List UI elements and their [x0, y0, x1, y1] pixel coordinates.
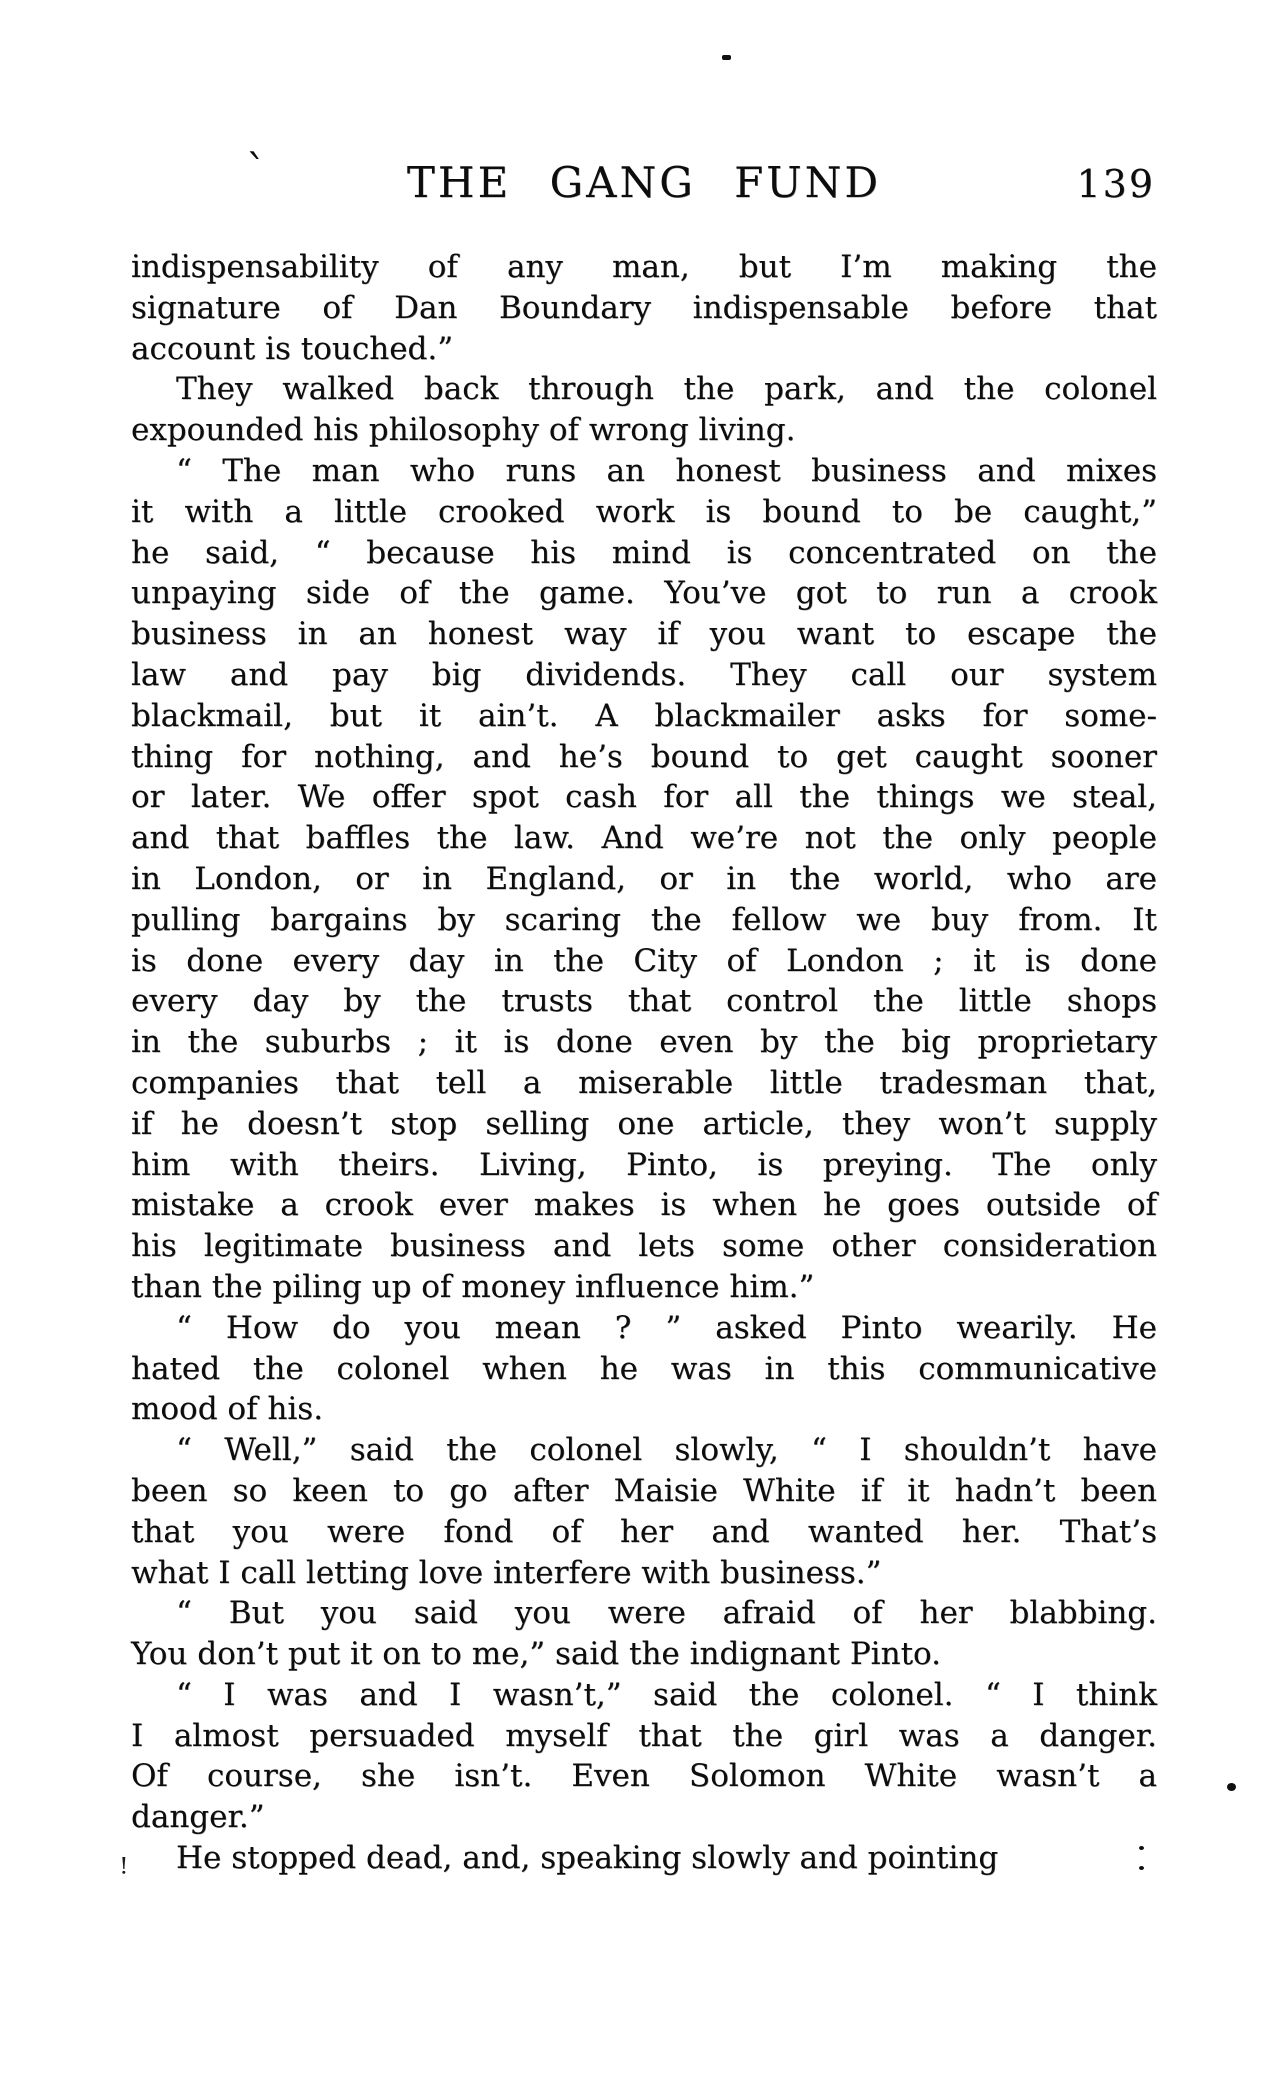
paragraph — [131, 451, 1157, 1308]
text-line: They walked back through the park, and the colonel — [176, 371, 1157, 408]
ink-exclamation-mark: ! — [119, 1852, 129, 1880]
text-line: I almost persuaded myself that the girl was a danger. — [131, 1717, 1157, 1754]
text-line: pulling bargains by scaring the fellow we buy from. It — [131, 901, 1157, 938]
text-line: or later. We offer spot cash for all the things we steal, — [131, 779, 1157, 816]
text-line: companies that tell a miserable little tradesman that, — [131, 1064, 1157, 1101]
paragraph — [131, 1675, 1157, 1838]
text-line: in the suburbs ; it is done even by the big proprietary — [131, 1024, 1157, 1061]
text-line: law and pay big dividends. They call our system — [131, 656, 1157, 693]
text-line: expounded his philosophy of wrong living. — [131, 412, 796, 449]
text-line: mood of his. — [131, 1391, 324, 1428]
paragraph — [131, 1838, 1157, 1879]
text-line: than the piling up of money influence him.” — [131, 1268, 815, 1305]
text-line: “ But you said you were afraid of her blabbing. — [176, 1595, 1157, 1632]
text-line: indispensability of any man, but I’m making the — [131, 249, 1157, 285]
body-text — [131, 247, 1157, 1879]
text-line: unpaying side of the game. You’ve got to run a crook — [131, 575, 1157, 612]
paragraph — [131, 247, 1157, 369]
ink-speck — [1227, 1783, 1236, 1791]
text-line: “ I was and I wasn’t,” said the colonel. “ I think — [176, 1676, 1157, 1713]
text-line: mistake a crook ever makes is when he goes outside of — [131, 1187, 1157, 1224]
text-line: what I call letting love interfere with business.” — [131, 1554, 882, 1591]
page-number: 139 — [1076, 162, 1155, 206]
text-line: is done every day in the City of London ; it is done — [131, 942, 1157, 979]
paragraph — [131, 369, 1157, 451]
text-line: he said, “ because his mind is concentrated on the — [131, 534, 1157, 571]
text-line: account is touched.” — [131, 330, 454, 367]
text-line: blackmail, but it ain’t. A blackmailer asks for some- — [131, 697, 1157, 734]
text-line: if he doesn’t stop selling one article, they won’t supply — [131, 1105, 1157, 1142]
text-line: Of course, she isn’t. Even Solomon White wasn’t a — [131, 1758, 1157, 1795]
text-line: hated the colonel when he was in this communicative — [131, 1350, 1157, 1387]
paragraph — [131, 1308, 1157, 1430]
text-line: danger.” — [131, 1799, 265, 1836]
text-line: in London, or in England, or in the world, who are — [131, 860, 1157, 897]
ink-speck — [722, 55, 731, 60]
ink-speck — [1139, 1866, 1144, 1870]
text-line: “ How do you mean ? ” asked Pinto wearily. He — [176, 1309, 1157, 1346]
text-line: his legitimate business and lets some other consideration — [131, 1228, 1157, 1265]
text-line: him with theirs. Living, Pinto, is preying. The only — [131, 1146, 1157, 1183]
text-line: “ Well,” said the colonel slowly, “ I shouldn’t have — [176, 1432, 1157, 1469]
text-line: thing for nothing, and he’s bound to get caught sooner — [131, 738, 1157, 775]
text-line: signature of Dan Boundary indispensable before that — [131, 289, 1157, 326]
text-line: been so keen to go after Maisie White if it hadn’t been — [131, 1472, 1157, 1509]
text-line: business in an honest way if you want to escape the — [131, 616, 1157, 653]
page-header — [131, 158, 1157, 214]
text-line: “ The man who runs an honest business and mixes — [176, 452, 1157, 489]
ink-tick-mark: ` — [246, 146, 267, 195]
text-line: and that baffles the law. And we’re not the only people — [131, 820, 1157, 857]
paragraph — [131, 1593, 1157, 1675]
text-line: He stopped dead, and, speaking slowly and pointing — [176, 1840, 999, 1877]
text-line: it with a little crooked work is bound to be caught,” — [131, 493, 1157, 530]
running-title: THE GANG FUND — [406, 158, 882, 207]
ink-speck — [1139, 1846, 1144, 1850]
paragraph — [131, 1430, 1157, 1593]
text-line: You don’t put it on to me,” said the indignant Pinto. — [131, 1636, 941, 1673]
text-line: every day by the trusts that control the little shops — [131, 983, 1157, 1020]
text-line: that you were fond of her and wanted her. That’s — [131, 1513, 1157, 1550]
